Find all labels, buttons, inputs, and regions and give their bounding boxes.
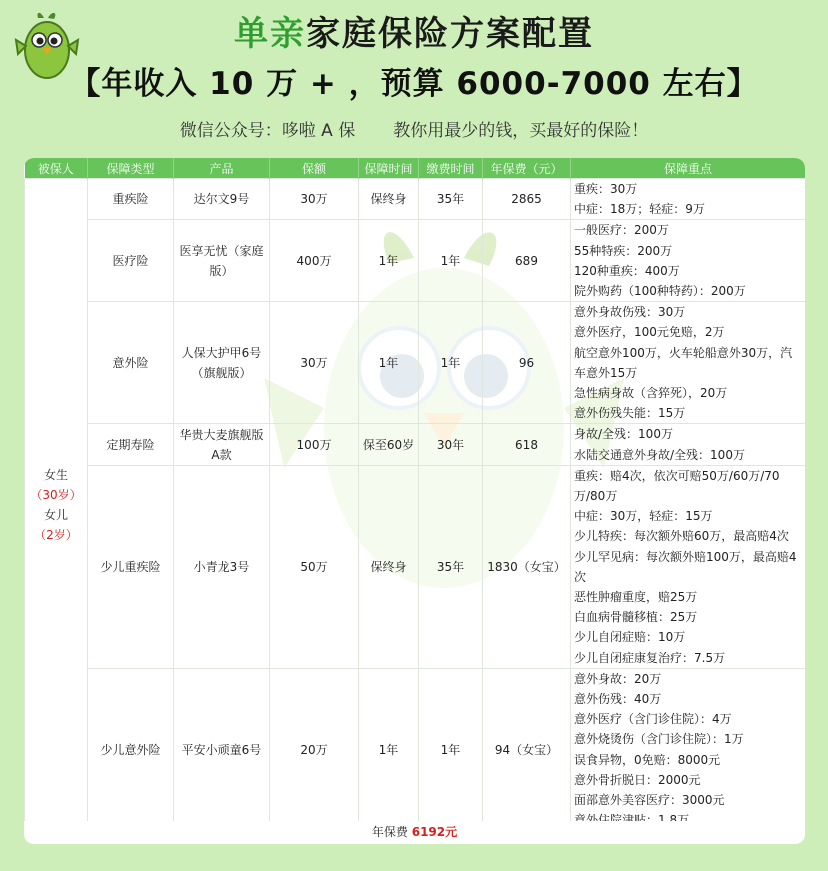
annual-premium: 1830（女宝） — [483, 465, 571, 668]
col-header: 缴费时间 — [419, 158, 483, 179]
coverage-point: 意外身故：20万 — [574, 671, 662, 686]
coverage-point: 意外医疗（含门诊住院）：4万 — [574, 712, 732, 727]
payment-term: 1年 — [419, 302, 483, 424]
coverage-amount: 30万 — [270, 179, 359, 220]
coverage-point: 意外医疗，100元免赔，2万 — [574, 325, 725, 340]
payment-term: 1年 — [419, 668, 483, 831]
coverage-point: 少儿罕见病：每次额外赔100万，最高赔4次 — [574, 549, 797, 584]
col-header: 被保人 — [25, 158, 88, 179]
coverage-point: 水陆交通意外身故/全残：100万 — [574, 447, 745, 462]
table-row — [25, 668, 806, 831]
coverage-point: 重疾：赔4次，依次可赔50万/60万/70万/80万 — [574, 468, 780, 504]
coverage-term: 保终身 — [359, 465, 419, 668]
payment-term: 1年 — [419, 220, 483, 302]
coverage-amount: 50万 — [270, 465, 359, 668]
table-header-row — [25, 158, 806, 179]
slogan: 教你用最少的钱，买最好的保险！ — [393, 121, 649, 141]
col-header: 年保费（元） — [483, 158, 571, 179]
coverage-points — [571, 179, 806, 220]
coverage-point: 急性病身故（含猝死），20万 — [574, 386, 728, 401]
page-title: 单亲家庭保险方案配置 — [234, 14, 594, 54]
coverage-point: 身故/全残：100万 — [574, 427, 673, 442]
col-header: 保障类型 — [88, 158, 174, 179]
coverage-point: 院外购药（100种特药）：200万 — [574, 284, 746, 299]
coverage-term: 保终身 — [359, 179, 419, 220]
coverage-term: 1年 — [359, 302, 419, 424]
insured-mother-age: （30岁） — [30, 487, 82, 502]
coverage-point: 意外骨折脱日：2000元 — [574, 772, 701, 787]
budget-subtitle: 【年收入 10 万 + ，预算 6000-7000 左右】 — [69, 66, 759, 102]
coverage-points — [571, 424, 806, 465]
payment-term: 35年 — [419, 179, 483, 220]
insured-cell — [25, 179, 88, 832]
product-name: 华贵大麦旗舰版A款 — [174, 424, 270, 465]
insurance-plan-card — [24, 158, 805, 844]
col-header: 保障重点 — [571, 158, 806, 179]
payment-term: 35年 — [419, 465, 483, 668]
coverage-amount: 30万 — [270, 302, 359, 424]
coverage-point: 航空意外100万，火车轮船意外30万，汽车意外15万 — [574, 345, 793, 380]
col-header: 产品 — [174, 158, 270, 179]
coverage-point: 少儿自闭症康复治疗：7.5万 — [574, 650, 726, 665]
coverage-type: 医疗险 — [88, 220, 174, 302]
coverage-amount: 400万 — [270, 220, 359, 302]
product-name: 平安小顽童6号 — [174, 668, 270, 831]
account-line — [0, 116, 828, 141]
coverage-amount: 20万 — [270, 668, 359, 831]
table-row — [25, 179, 806, 220]
total-value: 6192元 — [411, 825, 458, 839]
col-header: 保额 — [270, 158, 359, 179]
coverage-point: 意外伤残：40万 — [574, 692, 662, 707]
annual-premium: 618 — [483, 424, 571, 465]
table-row — [25, 220, 806, 302]
coverage-points — [571, 302, 806, 424]
coverage-term: 保至60岁 — [359, 424, 419, 465]
coverage-point: 中症：30万，轻症：15万 — [574, 509, 713, 524]
coverage-point: 意外烧烫伤（含门诊住院）：1万 — [574, 732, 744, 747]
insured-daughter-age: （2岁） — [34, 527, 78, 542]
coverage-type: 意外险 — [88, 302, 174, 424]
payment-term: 30年 — [419, 424, 483, 465]
product-name: 人保大护甲6号（旗舰版） — [174, 302, 270, 424]
total-label: 年保费 — [371, 825, 408, 839]
coverage-type: 定期寿险 — [88, 424, 174, 465]
account-name: 微信公众号：哆啦 A 保 — [179, 121, 356, 141]
product-name: 医享无忧（家庭版） — [174, 220, 270, 302]
coverage-point: 恶性肿瘤重度，赔25万 — [574, 590, 698, 605]
table-row — [25, 424, 806, 465]
annual-premium: 2865 — [483, 179, 571, 220]
coverage-type: 少儿意外险 — [88, 668, 174, 831]
coverage-point: 误食异物，0免赔：8000元 — [574, 752, 721, 767]
page-header — [0, 0, 828, 160]
annual-premium: 689 — [483, 220, 571, 302]
coverage-point: 面部意外美容医疗：3000元 — [574, 793, 725, 808]
total-premium — [24, 821, 805, 844]
coverage-point: 一般医疗：200万 — [574, 223, 669, 238]
coverage-amount: 100万 — [270, 424, 359, 465]
coverage-point: 意外身故伤残：30万 — [574, 305, 686, 320]
coverage-term: 1年 — [359, 220, 419, 302]
coverage-points — [571, 465, 806, 668]
table-row — [25, 465, 806, 668]
coverage-term: 1年 — [359, 668, 419, 831]
coverage-point: 重疾：30万 — [574, 182, 638, 196]
col-header: 保障时间 — [359, 158, 419, 179]
annual-premium: 96 — [483, 302, 571, 424]
coverage-point: 55种特疾：200万 — [574, 243, 673, 258]
coverage-type: 少儿重疾险 — [88, 465, 174, 668]
insured-mother: 女生 — [43, 467, 68, 482]
table-row — [25, 302, 806, 424]
coverage-points — [571, 220, 806, 302]
insured-daughter: 女儿 — [43, 507, 68, 522]
coverage-point: 中症：18万；轻症：9万 — [574, 202, 705, 217]
product-name: 达尔文9号 — [174, 179, 270, 220]
insurance-table — [24, 158, 805, 832]
coverage-point: 120种重疾：400万 — [574, 263, 680, 278]
product-name: 小青龙3号 — [174, 465, 270, 668]
coverage-point: 少儿特疾：每次额外赔60万，最高赔4次 — [574, 529, 789, 544]
coverage-point: 白血病骨髓移植：25万 — [574, 610, 698, 625]
coverage-type: 重疾险 — [88, 179, 174, 220]
coverage-point: 少儿自闭症赔：10万 — [574, 630, 686, 645]
coverage-point: 意外伤残失能：15万 — [574, 406, 686, 421]
annual-premium: 94（女宝） — [483, 668, 571, 831]
coverage-points — [571, 668, 806, 831]
